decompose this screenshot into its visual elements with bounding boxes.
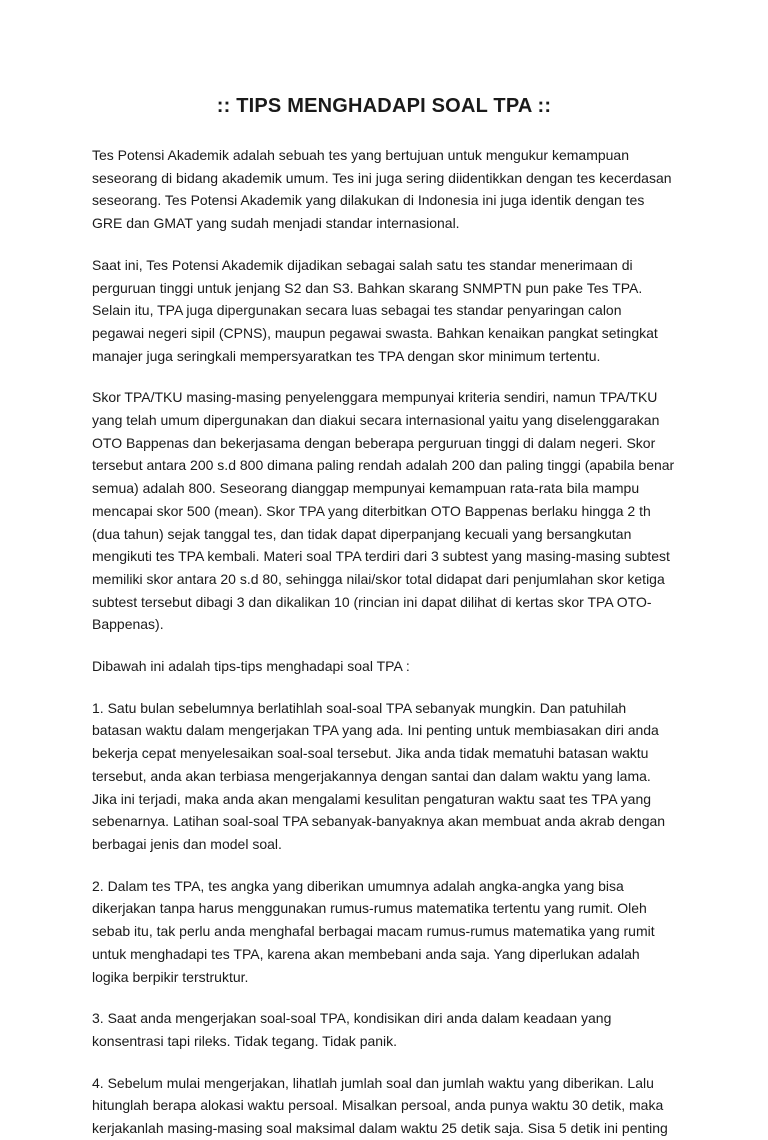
document-title: :: TIPS MENGHADAPI SOAL TPA :: <box>216 95 552 117</box>
paragraph-score: Skor TPA/TKU masing-masing penyelenggara mempunyai kriteria sendiri, namun TPA/TKU yang telah umum dipergunakan dan diakui secara internasional yaitu yang diselenggarakan OTO Bappenas dan bekerjasama dengan beberapa perguruan tinggi di dalam negeri. Skor tersebut antara 200 s.d 800 dimana paling rendah adalah 200 dan paling tinggi (apabila benar semua) adalah 800. Seseorang dianggap mempunyai kemampuan rata-rata bila mampu mencapai skor 500 (mean). Skor TPA yang diterbitkan OTO Bappenas berlaku hingga 2 th (dua tahun) sejak tanggal tes, dan tidak dapat diperpanjang kecuali yang bersangkutan mengikuti tes TPA kembali. Materi soal TPA terdiri dari 3 subtest yang masing-masing subtest memiliki skor antara 20 s.d 80, sehingga nilai/skor total didapat dari penjumlahan skor ketiga subtest tersebut dibagi 3 dan dikalikan 10 (rincian ini dapat dilihat di kertas skor TPA OTO-Bappenas). <box>92 389 675 633</box>
paragraph-tip-4: 4. Sebelum mulai mengerjakan, lihatlah jumlah soal dan jumlah waktu yang diberikan. Lalu hitunglah berapa alokasi waktu persoal. Misalkan persoal, anda punya waktu 30 detik, maka kerjakanlah masing-masing soal maksimal dalam waktu 25 detik saja. Sisa 5 detik ini penting <box>92 1074 668 1137</box>
paragraph-tip-2: 2. Dalam tes TPA, tes angka yang diberikan umumnya adalah angka-angka yang bisa dikerjakan tanpa harus menggunakan rumus-rumus matematika tertentu yang rumit. Oleh sebab itu, tak perlu anda menghafal berbagai macam rumus-rumus matematika yang rumit untuk menghadapi tes TPA, karena akan membebani anda saja. Yang diperlukan adalah logika berpikir terstruktur. <box>92 877 655 985</box>
paragraph-intro: Tes Potensi Akademik adalah sebuah tes yang bertujuan untuk mengukur kemampuan seseorang di bidang akademik umum. Tes ini juga sering diidentikkan dengan tes kecerdasan seseorang. Tes Potensi Akademik yang dilakukan di Indonesia ini juga identik dengan tes GRE dan GMAT yang sudah menjadi standar internasional. <box>92 147 672 232</box>
paragraph-tips-intro: Dibawah ini adalah tips-tips menghadapi soal TPA : <box>92 658 410 675</box>
paragraph-usage: Saat ini, Tes Potensi Akademik dijadikan sebagai salah satu tes standar menerimaan di perguruan tinggi untuk jenjang S2 dan S3. Bahkan skarang SNMPTN pun pake Tes TPA. Selain itu, TPA juga dipergunakan secara luas sebagai tes standar penyaringan calon pegawai negeri sipil (CPNS), maupun pegawai swasta. Bahkan kenaikan pangkat setingkat manajer juga seringkali mempersyaratkan tes TPA dengan skor minimum tertentu. <box>92 256 658 364</box>
paragraph-tip-3: 3. Saat anda mengerjakan soal-soal TPA, kondisikan diri anda dalam keadaan yang konsentrasi tapi rileks. Tidak tegang. Tidak panik. <box>92 1010 612 1049</box>
paragraph-tip-1: 1. Satu bulan sebelumnya berlatihlah soal-soal TPA sebanyak mungkin. Dan patuhilah batasan waktu dalam mengerjakan TPA yang ada. Ini penting untuk membiasakan diri anda bekerja cepat menyelesaikan soal-soal tersebut. Jika anda tidak mematuhi batasan waktu tersebut, anda akan terbiasa mengerjakannya dengan santai dan dalam waktu yang lama. Jika ini terjadi, maka anda akan mengalami kesulitan pengaturan waktu saat tes TPA yang sebenarnya. Latihan soal-soal TPA sebanyak-banyaknya akan membuat anda akrab dengan berbagai jenis dan model soal. <box>92 699 666 852</box>
